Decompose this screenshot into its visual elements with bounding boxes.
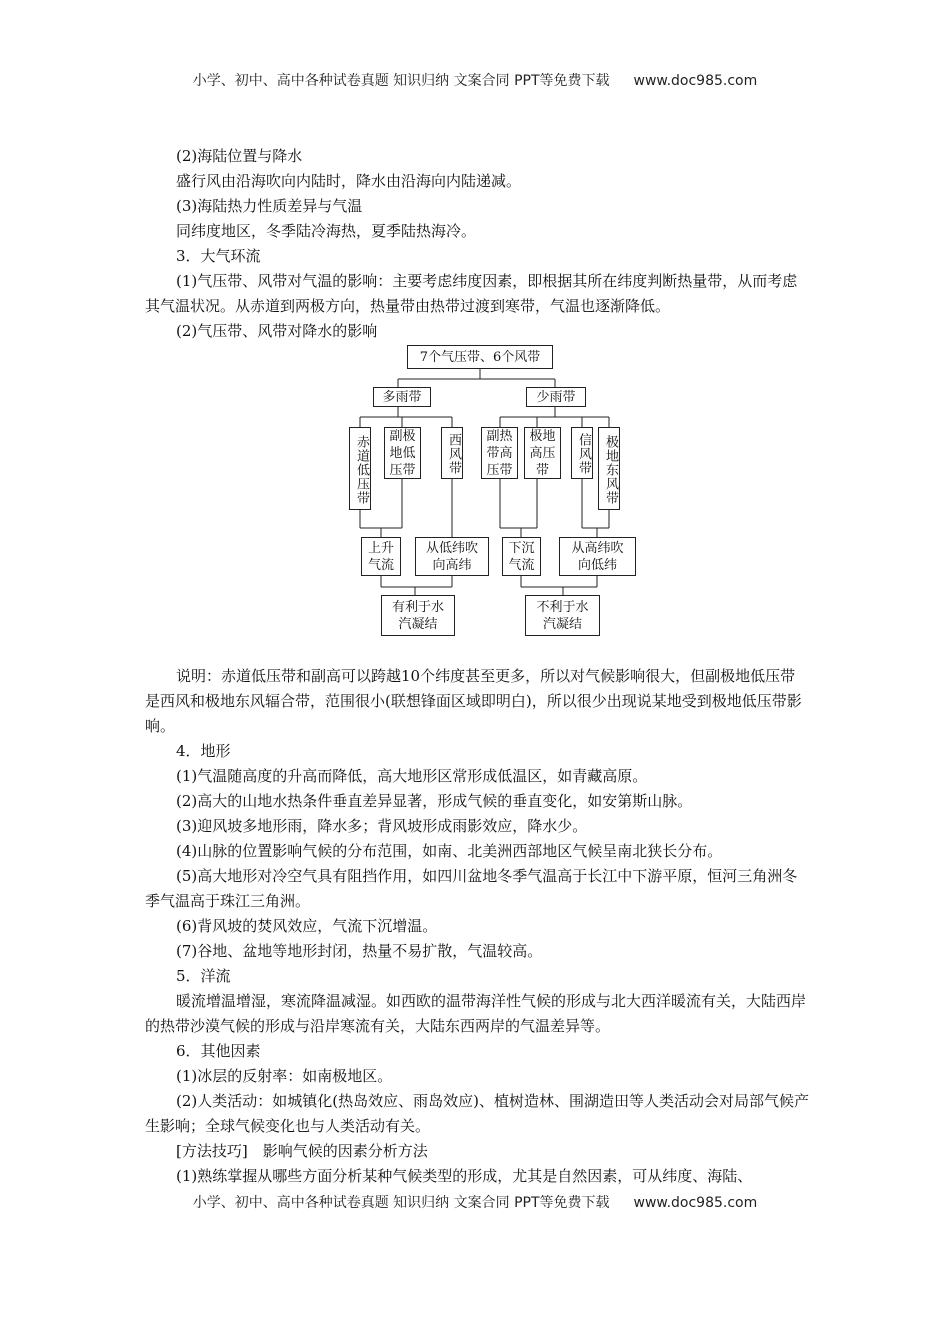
subpolar-low-line1: 副极: [389, 428, 416, 444]
para-same-latitude: 同纬度地区，冬季陆冷海热，夏季陆热海冷。: [176, 222, 477, 240]
terrain-item-6: (6)背风坡的焚风效应，气流下沉增温。: [176, 917, 438, 935]
note-paragraph: 说明：赤道低压带和副高可以跨越10个纬度甚至更多，所以对气候影响很大，但副极地低压带是西风和极地东风辐合带，范围很小(联想锋面区域即明白)，所以很少出现说某地受到极地低压带影响。: [145, 667, 802, 735]
top-content: [145, 144, 810, 344]
subtropical-high-line1: 副热: [486, 428, 513, 444]
header-text: 小学、初中、高中各种试卷真题 知识归纳 文案合同 PPT等免费下载: [192, 73, 610, 89]
header-url[interactable]: www.doc985.com: [633, 73, 758, 89]
polar-high-line3: 带: [535, 462, 549, 478]
westerlies-box: 西风带: [441, 427, 463, 479]
trade-wind-box: 信风带: [571, 427, 593, 479]
section-ocean-currents: 5．洋流: [176, 967, 231, 985]
favorable-line2: 汽凝结: [398, 616, 438, 632]
footer-url[interactable]: www.doc985.com: [633, 1195, 758, 1211]
other-factor-1: (1)冰层的反射率：如南极地区。: [176, 1067, 393, 1085]
method-tips-heading: [方法技巧] 影响气候的因素分析方法: [176, 1142, 428, 1160]
unfavorable-line1: 不利于水: [536, 599, 589, 615]
subtropical-high-line3: 压带: [486, 462, 513, 478]
section-terrain: 4．地形: [176, 742, 231, 760]
diagram-root-box: 7个气压带、6个风带: [407, 345, 553, 369]
rising-air-line1: 上升: [367, 540, 394, 556]
high-to-low-lat-line1: 从高纬吹: [571, 540, 624, 556]
para-prevailing-wind: 盛行风由沿海吹向内陆时，降水由沿海向内陆递减。: [176, 172, 522, 190]
terrain-item-1: (1)气温随高度的升高而降低，高大地形区常形成低温区，如青藏高原。: [176, 767, 648, 785]
terrain-item-7: (7)谷地、盆地等地形封闭，热量不易扩散，气温较高。: [176, 942, 543, 960]
high-to-low-lat-box: [559, 537, 636, 576]
low-to-high-lat-line1: 从低纬吹: [425, 540, 478, 556]
page-footer: [0, 1192, 950, 1212]
unfavorable-condensation-box: [525, 595, 600, 636]
method-tip-1: (1)熟练掌握从哪些方面分析某种气候类型的形成，尤其是自然因素，可从纬度、海陆、: [176, 1167, 753, 1185]
para-pressure-temp: (1)气压带、风带对气温的影响：主要考虑纬度因素，即根据其所在纬度判断热量带，从而考虑其气温状况。从赤道到两极方向，热量带由热带过渡到寒带，气温也逐渐降低。: [145, 272, 798, 315]
other-factor-2: (2)人类活动：如城镇化(热岛效应、雨岛效应)、植树造林、围湖造田等人类活动会对局部气候产生影响；全球气候变化也与人类活动有关。: [145, 1092, 809, 1135]
low-to-high-lat-line2: 向高纬: [432, 557, 472, 573]
polar-high-line1: 极地: [529, 428, 556, 444]
wet-belt-box: 多雨带: [373, 387, 431, 407]
polar-easterlies-box: 极地东风带: [598, 427, 620, 510]
subtropical-high-line2: 带高: [486, 445, 513, 461]
low-to-high-lat-box: [415, 537, 489, 576]
rising-air-line2: 气流: [367, 557, 394, 573]
sinking-air-line2: 气流: [508, 557, 535, 573]
polar-high-line2: 高压: [529, 445, 556, 461]
section-atmospheric-circulation: 3．大气环流: [176, 247, 261, 265]
dry-belt-box: 少雨带: [526, 387, 586, 407]
para-thermal-property: (3)海陆热力性质差异与气温: [176, 197, 363, 215]
unfavorable-line2: 汽凝结: [542, 616, 582, 632]
ocean-current-paragraph: 暖流增温增湿，寒流降温减湿。如西欧的温带海洋性气候的形成与北大西洋暖流有关，大陆西岸的热带沙漠气候的形成与沿岸寒流有关，大陆东西两岸的气温差异等。: [145, 992, 807, 1035]
page-header: [0, 70, 950, 90]
para-ocean-land-precip: (2)海陆位置与降水: [176, 147, 303, 165]
polar-high-box: [524, 427, 561, 479]
pressure-belt-diagram: [345, 345, 645, 640]
favorable-line1: 有利于水: [391, 599, 444, 615]
footer-text: 小学、初中、高中各种试卷真题 知识归纳 文案合同 PPT等免费下载: [192, 1195, 610, 1211]
para-pressure-precip: (2)气压带、风带对降水的影响: [176, 322, 378, 340]
lower-content: [145, 664, 810, 1189]
sinking-air-line1: 下沉: [508, 540, 535, 556]
terrain-item-2: (2)高大的山地水热条件垂直差异显著，形成气候的垂直变化，如安第斯山脉。: [176, 792, 693, 810]
favorable-condensation-box: [381, 595, 455, 636]
sinking-air-box: [502, 537, 541, 576]
subpolar-low-line2: 地低: [389, 445, 416, 461]
terrain-item-4: (4)山脉的位置影响气候的分布范围，如南、北美洲西部地区气候呈南北狭长分布。: [176, 842, 723, 860]
subpolar-low-box: [384, 427, 421, 479]
terrain-item-5: (5)高大地形对冷空气具有阻挡作用，如四川盆地冬季气温高于长江中下游平原，恒河三角洲冬季气温高于珠江三角洲。: [145, 867, 798, 910]
subtropical-high-box: [481, 427, 518, 479]
subpolar-low-line3: 压带: [389, 462, 416, 478]
rising-air-box: [361, 537, 401, 576]
equatorial-low-box: 赤道低压带: [349, 427, 371, 510]
terrain-item-3: (3)迎风坡多地形雨，降水多；背风坡形成雨影效应，降水少。: [176, 817, 588, 835]
section-other-factors: 6．其他因素: [176, 1042, 261, 1060]
high-to-low-lat-line2: 向低纬: [577, 557, 617, 573]
